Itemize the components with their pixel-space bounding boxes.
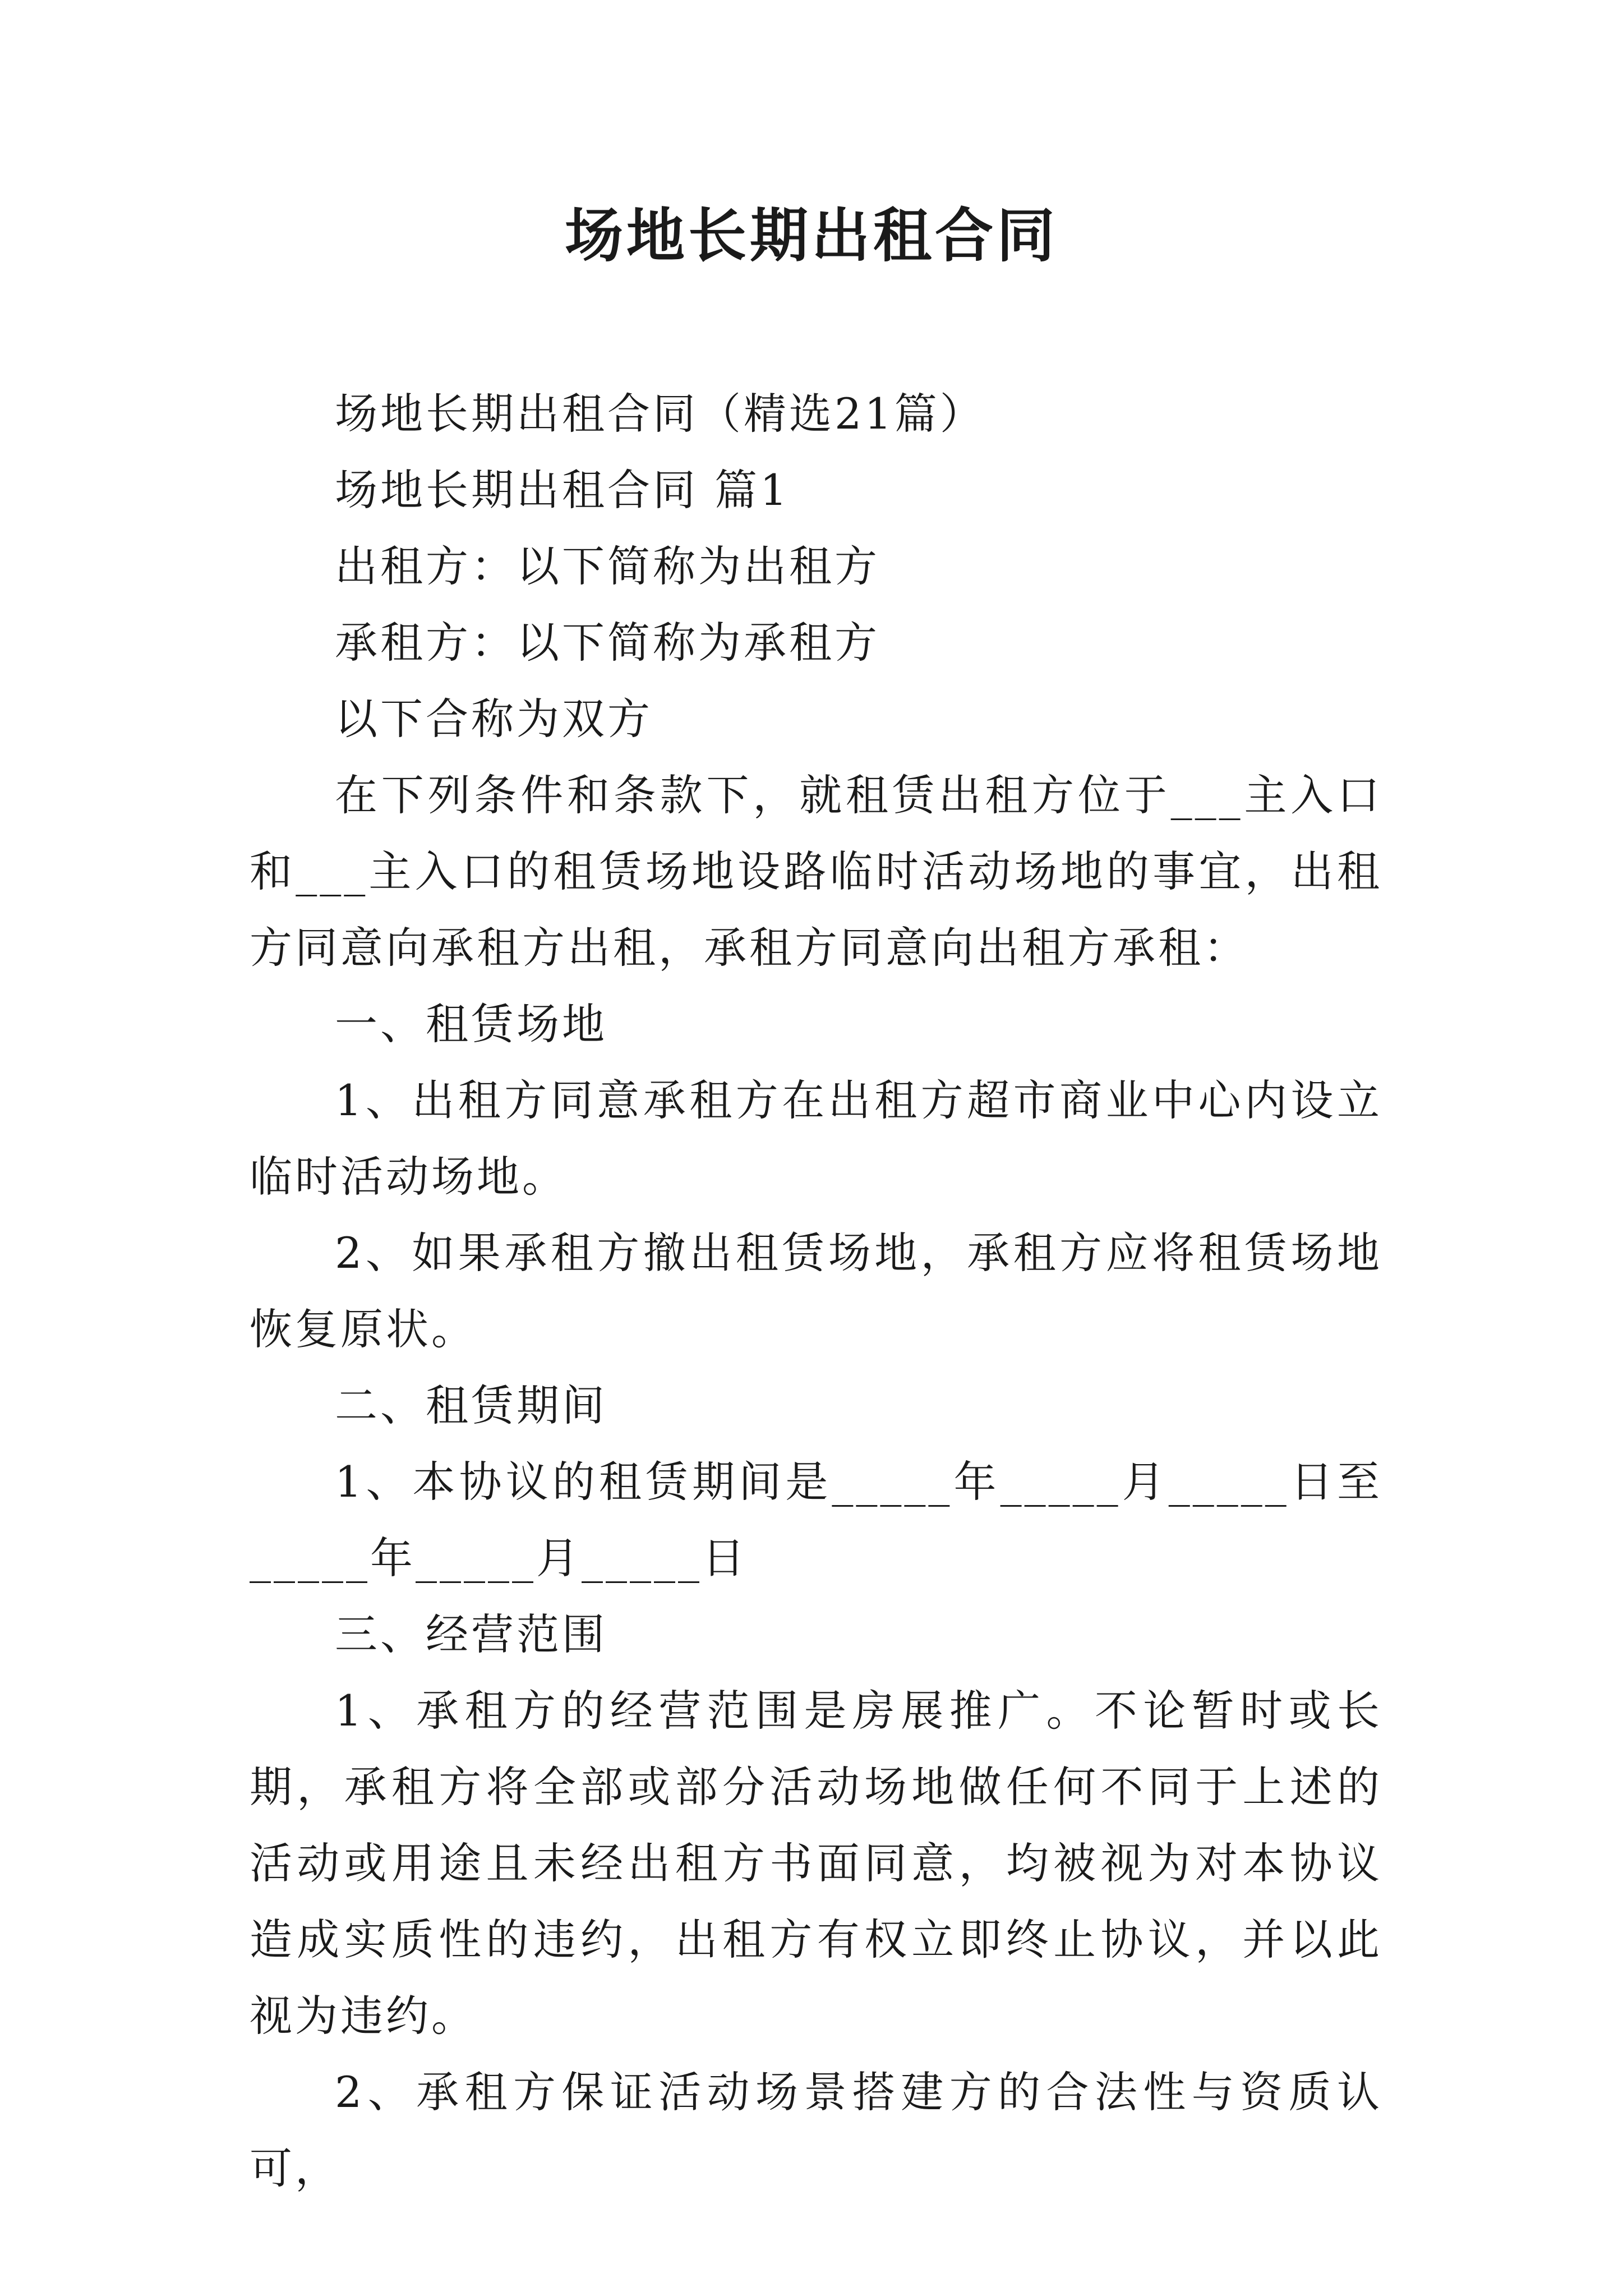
section-heading-lease-term: 二、租赁期间 (335, 1381, 607, 1430)
paragraph-lessee: 承租方：以下简称为承租方 (335, 618, 880, 668)
section-heading-business-scope: 三、经营范围 (335, 1609, 607, 1659)
document-title: 场地长期出租合同 (564, 201, 1058, 270)
paragraph-parties: 以下合称为双方 (335, 694, 653, 744)
clause-1-1: 1、出租方同意承租方在出租方超市商业中心内设立临时活动场地。 (250, 1075, 1382, 1202)
clause-1-2: 2、如果承租方撤出租赁场地，承租方应将租赁场地恢复原状。 (250, 1228, 1382, 1354)
paragraph-collection-heading: 场地长期出租合同（精选21篇） (335, 389, 985, 439)
clause-3-1: 1、承租方的经营范围是房展推广。不论暂时或长期，承租方将全部或部分活动场地做任何不同于上述的活动或用途且未经出租方书面同意，均被视为对本协议造成实质性的违约，出租方有权立即终止协议，并以此视为违约。 (250, 1686, 1382, 2041)
paragraph-lessor: 出租方：以下简称为出租方 (335, 541, 880, 591)
section-heading-leased-site: 一、租赁场地 (335, 999, 607, 1049)
clause-2-1: 1、本协议的租赁期间是_____年_____月_____日至_____年_____月_____日 (250, 1457, 1382, 1583)
document-body (250, 376, 1382, 2207)
paragraph-preamble: 在下列条件和条款下，就租赁出租方位于___主入口和___主入口的租赁场地设路临时活动场地的事宜，出租方同意向承租方出租，承租方同意向出租方承租： (250, 770, 1382, 973)
clause-3-2: 2、承租方保证活动场景搭建方的合法性与资质认可， (250, 2067, 1382, 2193)
paragraph-article-heading: 场地长期出租合同 篇1 (335, 465, 790, 515)
